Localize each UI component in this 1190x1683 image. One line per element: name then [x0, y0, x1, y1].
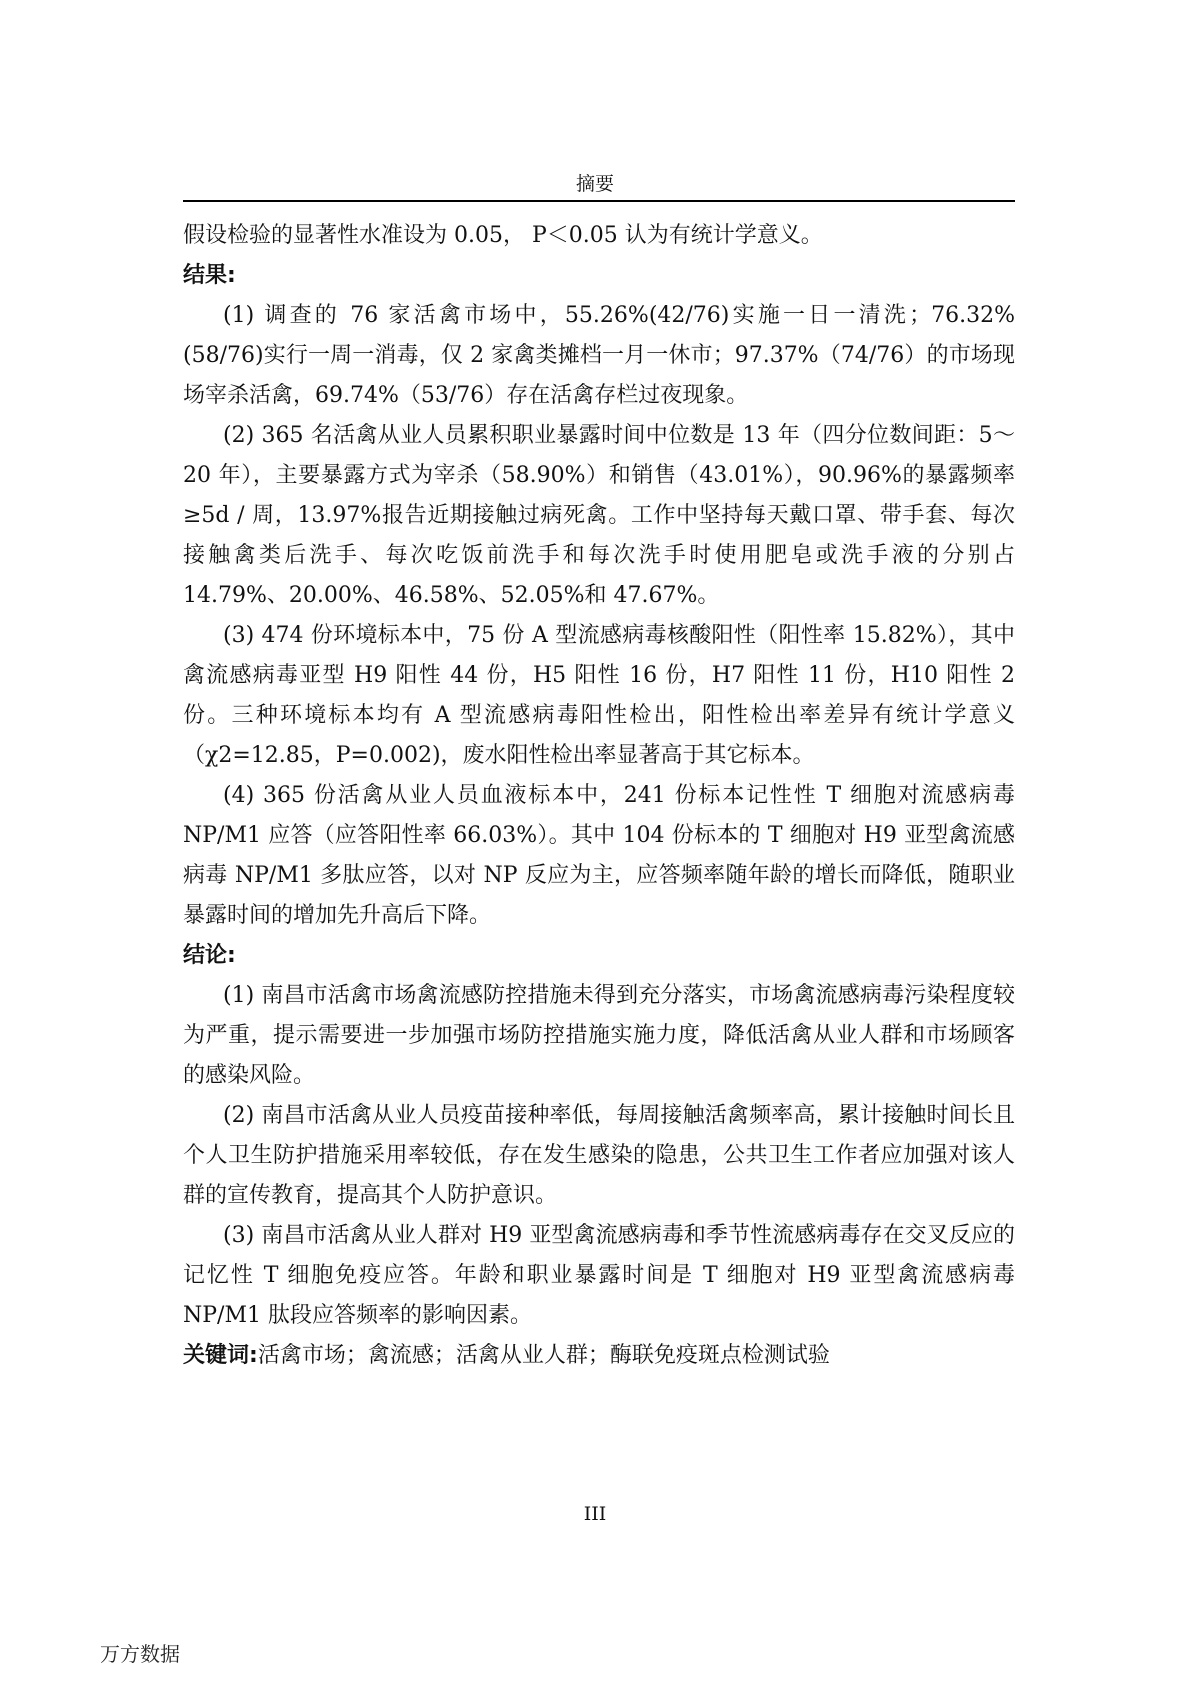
running-header: 摘要	[575, 173, 614, 195]
carryover-paragraph: 假设检验的显著性水准设为 0.05， P＜0.05 认为有统计学意义。	[183, 223, 823, 248]
results-heading: 结果:	[183, 263, 236, 288]
conclusion-item-3: (3) 南昌市活禽从业人群对 H9 亚型禽流感病毒和季节性流感病毒存在交叉反应的记忆性 T 细胞免疫应答。年龄和职业暴露时间是 T 细胞对 H9 亚型禽流感病毒 NP/M1 肽段应答频率的影响因素。	[183, 1223, 1015, 1328]
result-item-2: (2) 365 名活禽从业人员累积职业暴露时间中位数是 13 年（四分位数间距：5～20 年），主要暴露方式为宰杀（58.90%）和销售（43.01%），90.96%的暴露频率≥5d / 周，13.97%报告近期接触过病死禽。工作中坚持每天戴口罩、带手套、每次接触禽类后洗手、每次吃饭前洗手和每次洗手时使用肥皂或洗手液的分别占 14.79%、20.00%、46.58%、52.05%和 47.67%。	[183, 423, 1015, 608]
header-rule	[183, 200, 1015, 202]
keywords-label: 关键词:	[183, 1343, 258, 1368]
result-item-3: (3) 474 份环境标本中，75 份 A 型流感病毒核酸阳性（阳性率 15.82%），其中禽流感病毒亚型 H9 阳性 44 份，H5 阳性 16 份，H7 阳性 11 份，H10 阳性 2 份。三种环境标本均有 A 型流感病毒阳性检出，阳性检出率差异有统计学意义（χ2=12.85，P=0.002)，废水阳性检出率显著高于其它标本。	[183, 623, 1015, 768]
page-number: III	[583, 1503, 607, 1525]
result-item-4: (4) 365 份活禽从业人员血液标本中，241 份标本记性性 T 细胞对流感病毒 NP/M1 应答（应答阳性率 66.03%）。其中 104 份标本的 T 细胞对 H9 亚型禽流感病毒 NP/M1 多肽应答，以对 NP 反应为主，应答频率随年龄的增长而降低，随职业暴露时间的增加先升高后下降。	[183, 783, 1015, 928]
result-item-1: (1) 调查的 76 家活禽市场中，55.26%(42/76)实施一日一清洗；76.32%(58/76)实行一周一消毒，仅 2 家禽类摊档一月一休市；97.37%（74/76）的市场现场宰杀活禽，69.74%（53/76）存在活禽存栏过夜现象。	[183, 303, 1015, 408]
keywords-text: 活禽市场；禽流感；活禽从业人群；酶联免疫斑点检测试验	[257, 1343, 830, 1368]
conclusion-item-1: (1) 南昌市活禽市场禽流感防控措施未得到充分落实，市场禽流感病毒污染程度较为严重，提示需要进一步加强市场防控措施实施力度，降低活禽从业人群和市场顾客的感染风险。	[183, 983, 1015, 1088]
abstract-body	[183, 216, 1015, 1376]
conclusion-item-2: (2) 南昌市活禽从业人员疫苗接种率低，每周接触活禽频率高，累计接触时间长且个人卫生防护措施采用率较低，存在发生感染的隐患，公共卫生工作者应加强对该人群的宣传教育，提高其个人防护意识。	[183, 1103, 1015, 1208]
keywords-line	[183, 1336, 1015, 1376]
source-watermark: 万方数据	[100, 1642, 180, 1666]
conclusion-heading: 结论:	[183, 943, 236, 968]
